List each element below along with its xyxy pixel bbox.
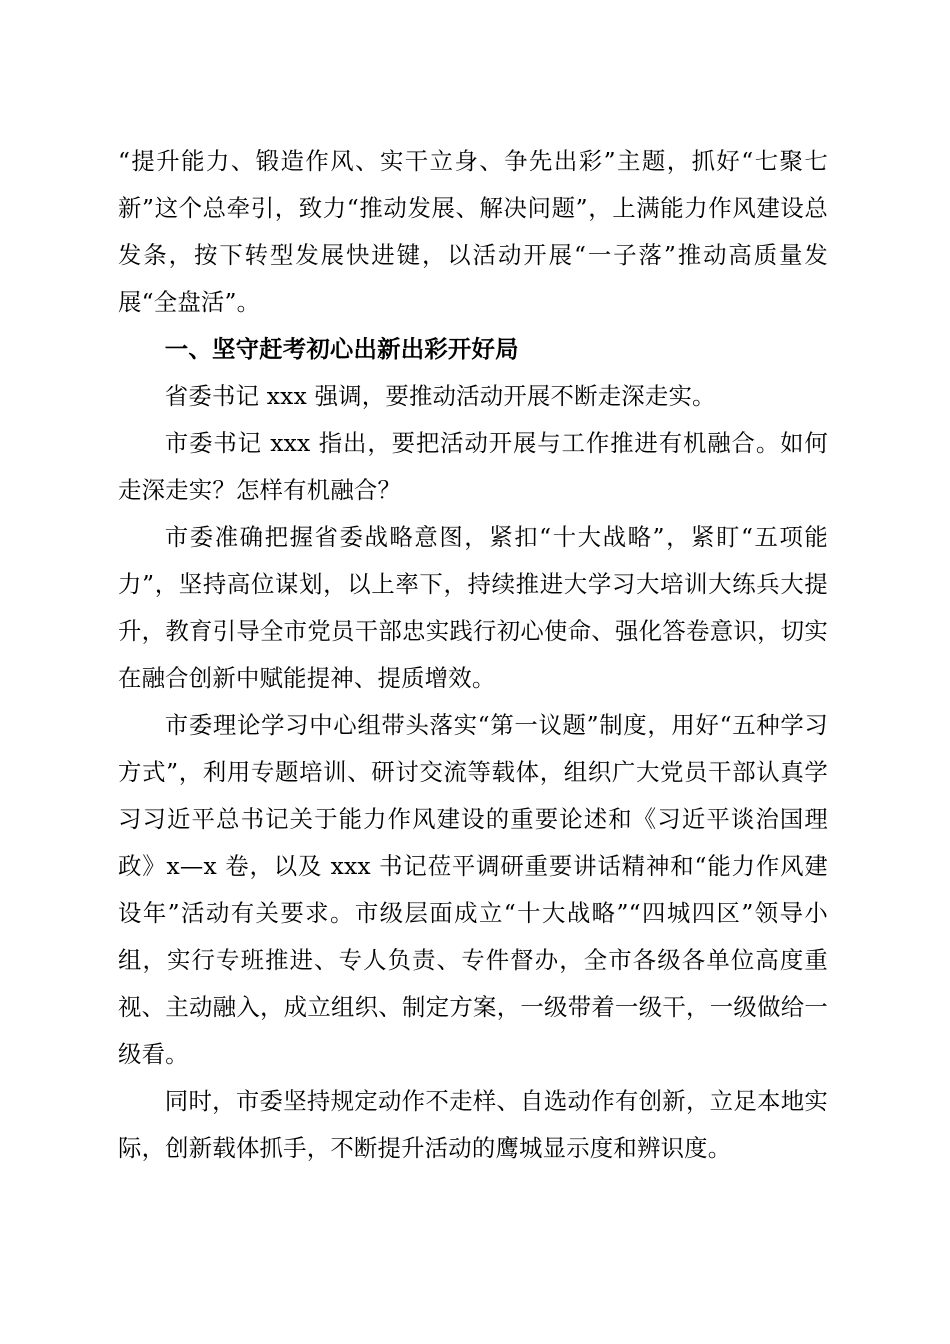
paragraph-innovation: 同时，市委坚持规定动作不走样、自选动作有创新，立足本地实际，创新载体抓手，不断提升活动的鹰城显示度和辨识度。 bbox=[118, 1087, 828, 1162]
section-heading-1: 一、坚守赶考初心出新出彩开好局 bbox=[164, 335, 519, 363]
paragraph-provincial-secretary: 省委书记 xxx 强调，要推动活动开展不断走深走实。 bbox=[164, 382, 716, 410]
paragraph-theme: “提升能力、锻造作风、实干立身、争先出彩”主题，抓好“七聚七新”这个总牵引，致力“推动发展、解决问题”，上满能力作风建设总发条，按下转型发展快进键，以活动开展“一子落”推动高质量发展“全盘活”。 bbox=[118, 147, 828, 316]
paragraph-municipal-secretary: 市委书记 xxx 指出，要把活动开展与工作推进有机融合。如何走深走实？怎样有机融合？ bbox=[118, 429, 828, 504]
document-body bbox=[118, 138, 828, 1172]
paragraph-strategy: 市委准确把握省委战略意图，紧扣“十大战略”，紧盯“五项能力”，坚持高位谋划，以上率下，持续推进大学习大培训大练兵大提升，教育引导全市党员干部忠实践行初心使命、强化答卷意识，切实在融合创新中赋能提神、提质增效。 bbox=[118, 523, 828, 692]
paragraph-study-group: 市委理论学习中心组带头落实“第一议题”制度，用好“五种学习方式”，利用专题培训、研讨交流等载体，组织广大党员干部认真学习习近平总书记关于能力作风建设的重要论述和《习近平谈治国理政》x—x 卷，以及 xxx 书记莅平调研重要讲话精神和“能力作风建设年”活动有关要求。市级层面成立“十大战略”“四城四区”领导小组，实行专班推进、专人负责、专件督办，全市各级各单位高度重视、主动融入，成立组织、制定方案，一级带着一级干，一级做给一级看。 bbox=[118, 711, 828, 1068]
